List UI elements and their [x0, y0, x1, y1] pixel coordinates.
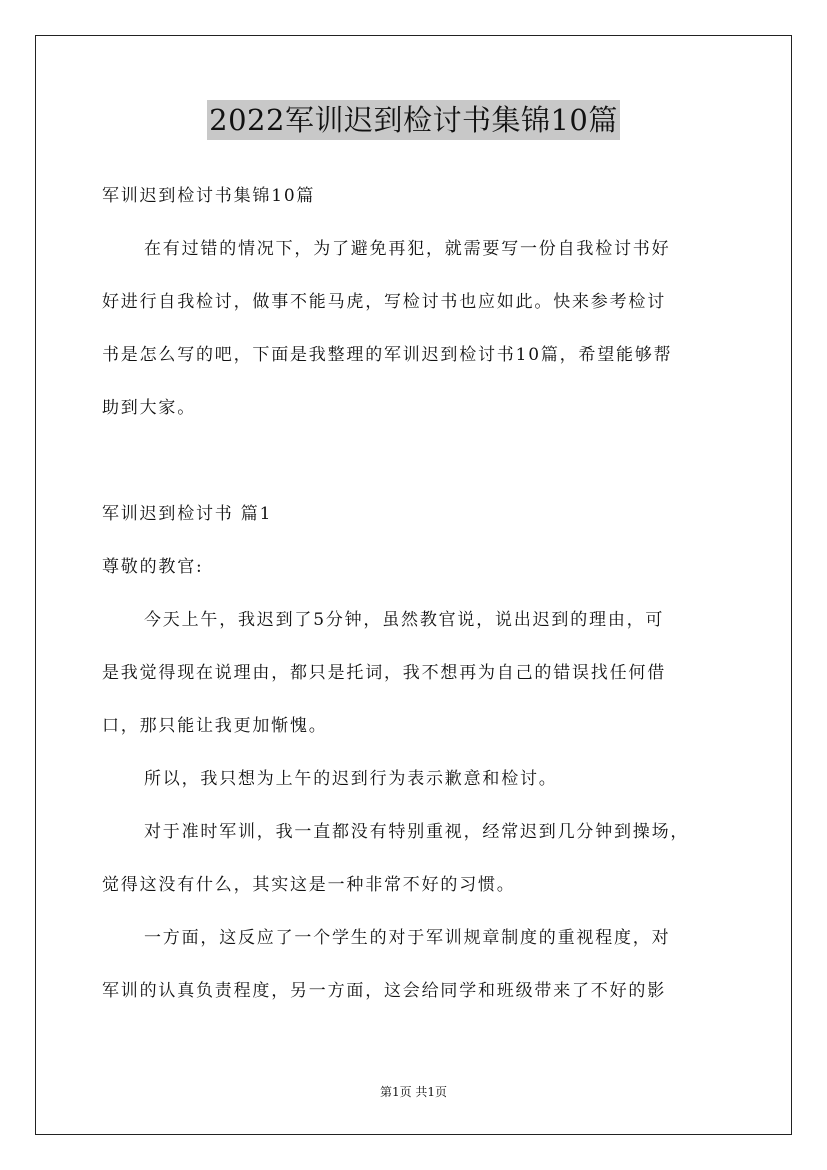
intro-line-2: 好进行自我检讨，做事不能马虎，写检讨书也应如此。快来参考检讨	[102, 292, 666, 312]
intro-line-4: 助到大家。	[102, 398, 196, 418]
para3-line-2: 觉得这没有什么，其实这是一种非常不好的习惯。	[102, 875, 516, 895]
para2-line-1: 所以，我只想为上午的迟到行为表示歉意和检讨。	[144, 769, 558, 789]
spacer	[102, 435, 732, 488]
para3-line-1: 对于准时军训，我一直都没有特别重视，经常迟到几分钟到操场，	[144, 822, 690, 842]
section-heading: 军训迟到检讨书 篇1	[102, 504, 273, 524]
subtitle: 军训迟到检讨书集锦10篇	[102, 186, 316, 206]
page-footer: 第1页 共1页	[379, 1085, 448, 1099]
para4-line-2: 军训的认真负责程度，另一方面，这会给同学和班级带来了不好的影	[102, 981, 666, 1001]
para1-line-3: 口，那只能让我更加惭愧。	[102, 716, 328, 736]
para4-line-1: 一方面，这反应了一个学生的对于军训规章制度的重视程度，对	[144, 928, 671, 948]
document-body	[102, 170, 732, 1018]
intro-line-1: 在有过错的情况下，为了避免再犯，就需要写一份自我检讨书好	[144, 239, 671, 259]
salutation: 尊敬的教官:	[102, 557, 204, 577]
para1-line-2: 是我觉得现在说理由，都只是托词，我不想再为自己的错误找任何借	[102, 663, 666, 683]
intro-line-3: 书是怎么写的吧，下面是我整理的军训迟到检讨书10篇，希望能够帮	[102, 345, 673, 365]
document-title: 2022军训迟到检讨书集锦10篇	[207, 100, 620, 140]
para1-line-1: 今天上午，我迟到了5分钟，虽然教官说，说出迟到的理由，可	[144, 610, 665, 630]
title-container	[0, 100, 827, 140]
